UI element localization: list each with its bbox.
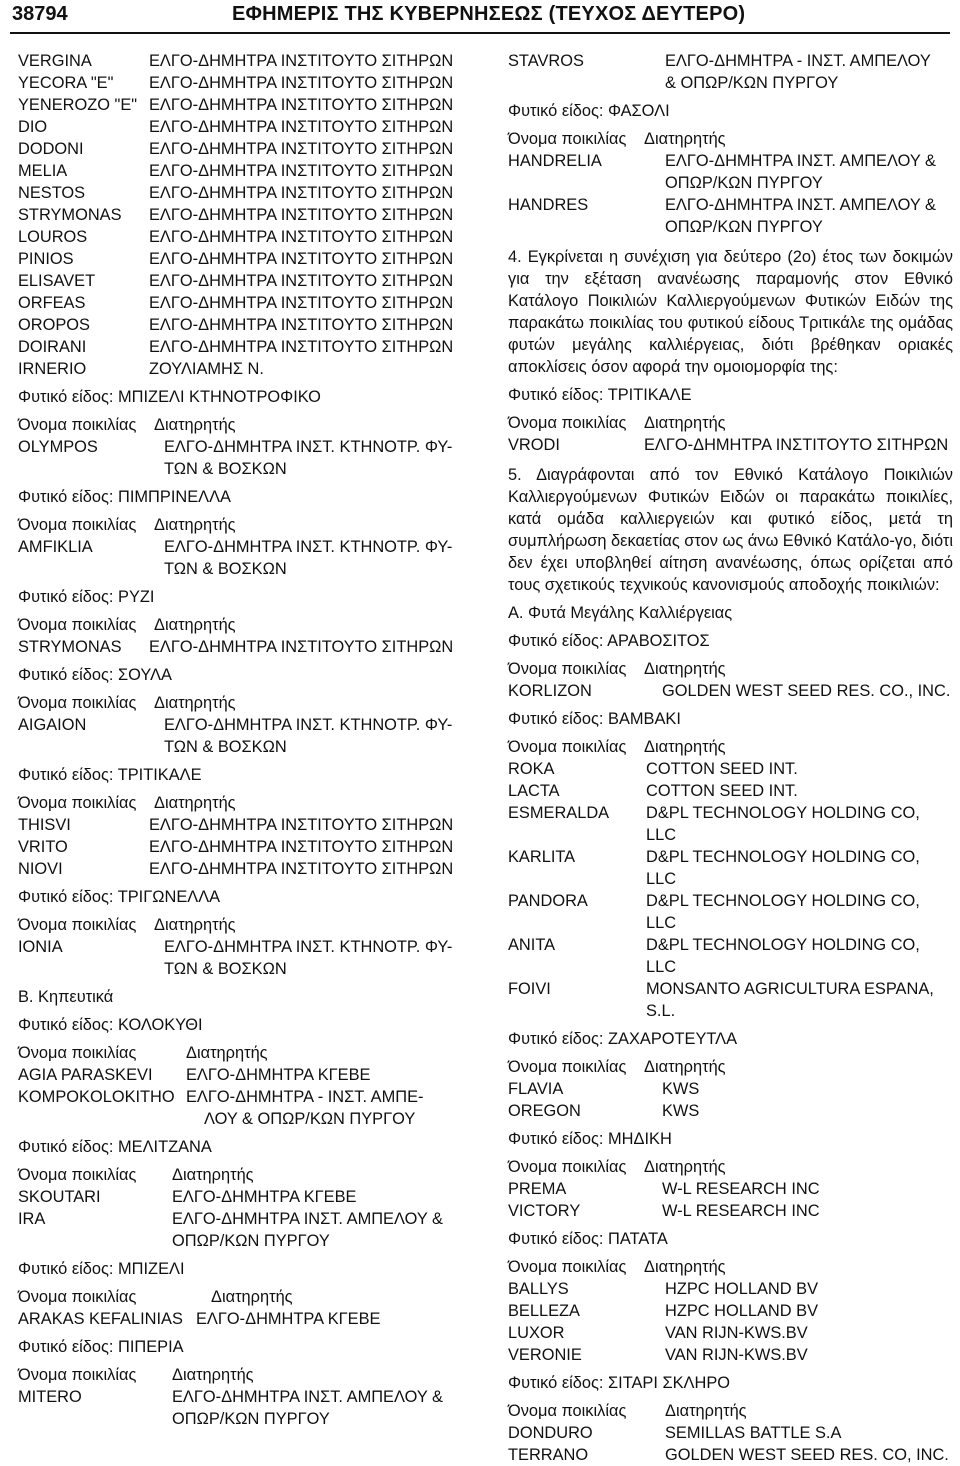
variety-name: ANITA <box>508 936 556 954</box>
list-item <box>18 138 473 160</box>
variety-name: YENEROZO "E" <box>18 96 138 114</box>
holder-name: ΕΛΓΟ-ΔΗΜΗΤΡΑ ΙΝΣΤΙΤΟΥΤΟ ΣΙΤΗΡΩΝ <box>149 316 454 334</box>
list-item <box>18 836 473 858</box>
section-title: Φυτικό είδος: ΣΙΤΑΡΙ ΣΚΛΗΡΟ <box>508 1374 731 1392</box>
holder-name: ΕΛΓΟ-ΔΗΜΗΤΡΑ ΙΝΣΤΙΤΟΥΤΟ ΣΙΤΗΡΩΝ <box>149 294 454 312</box>
column-headers: Όνομα ποικιλίας Διατηρητής <box>508 1158 726 1176</box>
section-title: Φυτικό είδος: ΜΠΙΖΕΛΙ <box>18 1260 185 1278</box>
variety-name: YECORA "E" <box>18 74 114 92</box>
section-title: Φυτικό είδος: ΠΑΤΑΤΑ <box>508 1230 668 1248</box>
variety-name: LUXOR <box>508 1324 565 1342</box>
variety-name: BELLEZA <box>508 1302 580 1320</box>
holder-name: D&PL TECHNOLOGY HOLDING CO, LLC <box>646 804 920 844</box>
list-item-cont: ΟΠΩΡ/ΚΩΝ ΠΥΡΓΟΥ <box>665 218 823 236</box>
section-title: Φυτικό είδος: ΑΡΑΒΟΣΙΤΟΣ <box>508 632 710 650</box>
column-headers: Όνομα ποικιλίας Διατηρητής <box>508 130 726 148</box>
variety-name: NESTOS <box>18 184 86 202</box>
column-headers: Όνομα ποικιλίας Διατηρητής <box>18 794 236 812</box>
list-item: KORLIZON GOLDEN WEST SEED RES. CO., INC. <box>508 682 951 700</box>
list-item <box>508 1100 953 1122</box>
section-title: Φυτικό είδος: ΜΗΔΙΚΗ <box>508 1130 672 1148</box>
tritikale-list <box>18 814 473 880</box>
paragraph-5: 5. Διαγράφονται από τον Εθνικό Κατάλογο Ποικιλιών Καλλιεργούμενων Φυτικών Ειδών οι παρακάτω ποικιλίες, κατά ομάδα καλλιεργειών και φυτικό είδος, μετά τη συμπλήρωση δεκαετίας στον ως άνω Εθνικό Κατάλο-γο, διότι δεν έχει υποβληθεί αίτηση ανανέωσης, όπως ορίζεται από τους σχετικούς τεχνικούς κανονισμούς αποδοχής ποικιλιών: <box>508 466 953 594</box>
list-item-cont: ΤΩΝ & ΒΟΣΚΩΝ <box>164 460 287 478</box>
column-headers: Όνομα ποικιλίας Διατηρητής <box>18 916 236 934</box>
page-number: 38794 <box>12 3 68 25</box>
list-item <box>18 336 473 358</box>
section-title: Φυτικό είδος: ΦΑΣΟΛΙ <box>508 102 670 120</box>
variety-list <box>18 50 473 380</box>
list-item-cont: ΛΟΥ & ΟΠΩΡ/ΚΩΝ ΠΥΡΓΟΥ <box>204 1110 416 1128</box>
holder-name: ΕΛΓΟ-ΔΗΜΗΤΡΑ ΙΝΣΤΙΤΟΥΤΟ ΣΙΤΗΡΩΝ <box>149 816 454 834</box>
cotton-list <box>508 758 953 1022</box>
list-item: IONIA ΕΛΓΟ-ΔΗΜΗΤΡΑ ΙΝΣΤ. ΚΤΗΝΟΤΡ. ΦΥ- <box>18 938 453 956</box>
group-heading: Α. Φυτά Μεγάλης Καλλιέργειας <box>508 604 733 622</box>
holder-name: ΕΛΓΟ-ΔΗΜΗΤΡΑ ΙΝΣΤΙΤΟΥΤΟ ΣΙΤΗΡΩΝ <box>149 162 454 180</box>
list-item-cont: ΤΩΝ & ΒΟΣΚΩΝ <box>164 738 287 756</box>
list-item <box>508 1200 953 1222</box>
list-item <box>508 1444 953 1466</box>
variety-name: PINIOS <box>18 250 74 268</box>
holder-name: COTTON SEED INT. <box>646 760 798 778</box>
holder-name: ΕΛΓΟ-ΔΗΜΗΤΡΑ ΙΝΣΤΙΤΟΥΤΟ ΣΙΤΗΡΩΝ <box>149 228 454 246</box>
variety-name: ESMERALDA <box>508 804 610 822</box>
holder-name: ΕΛΓΟ-ΔΗΜΗΤΡΑ ΙΝΣΤΙΤΟΥΤΟ ΣΙΤΗΡΩΝ <box>149 118 454 136</box>
list-item <box>18 248 473 270</box>
section-title: Φυτικό είδος: ΣΟΥΛΑ <box>18 666 172 684</box>
column-headers: Όνομα ποικιλίας Διατηρητής <box>18 1166 254 1184</box>
section-title: Φυτικό είδος: ΡΥΖΙ <box>18 588 155 606</box>
list-item: VRODI ΕΛΓΟ-ΔΗΜΗΤΡΑ ΙΝΣΤΙΤΟΥΤΟ ΣΙΤΗΡΩΝ <box>508 436 949 454</box>
list-item <box>508 1322 953 1344</box>
list-item <box>18 270 473 292</box>
variety-name: LOUROS <box>18 228 88 246</box>
list-item <box>508 934 953 978</box>
variety-name: VERGINA <box>18 52 92 70</box>
holder-name: ΕΛΓΟ-ΔΗΜΗΤΡΑ ΙΝΣΤΙΤΟΥΤΟ ΣΙΤΗΡΩΝ <box>149 96 454 114</box>
list-item <box>18 314 473 336</box>
list-item <box>508 846 953 890</box>
section-title: Φυτικό είδος: ΜΠΙΖΕΛΙ ΚΤΗΝΟΤΡΟΦΙΚΟ <box>18 388 321 406</box>
column-headers: Όνομα ποικιλίας Διατηρητής <box>18 1044 268 1062</box>
list-item <box>508 1178 953 1200</box>
column-headers: Όνομα ποικιλίας Διατηρητής <box>508 1402 747 1420</box>
list-item <box>508 780 953 802</box>
column-headers: Όνομα ποικιλίας Διατηρητής <box>18 1366 254 1384</box>
holder-name: ΕΛΓΟ-ΔΗΜΗΤΡΑ ΙΝΣΤΙΤΟΥΤΟ ΣΙΤΗΡΩΝ <box>149 52 454 70</box>
variety-name: VRITO <box>18 838 68 856</box>
list-item-cont: ΟΠΩΡ/ΚΩΝ ΠΥΡΓΟΥ <box>665 174 823 192</box>
list-item <box>18 116 473 138</box>
variety-name: LACTA <box>508 782 560 800</box>
variety-name: DONDURO <box>508 1424 593 1442</box>
section-title: Φυτικό είδος: ΤΡΙΓΩΝΕΛΛΑ <box>18 888 221 906</box>
list-item <box>18 72 473 94</box>
list-item-cont: ΤΩΝ & ΒΟΣΚΩΝ <box>164 960 287 978</box>
variety-name: TERRANO <box>508 1446 589 1464</box>
section-title: Φυτικό είδος: ΤΡΙΤΙΚΑΛΕ <box>508 386 692 404</box>
variety-name: PANDORA <box>508 892 588 910</box>
list-item <box>508 890 953 934</box>
column-headers: Όνομα ποικιλίας Διατηρητής <box>18 694 236 712</box>
list-item <box>18 292 473 314</box>
list-item <box>18 182 473 204</box>
left-column <box>18 50 473 1430</box>
variety-name: FLAVIA <box>508 1080 564 1098</box>
holder-name: VAN RIJN-KWS.BV <box>665 1324 808 1342</box>
column-headers: Όνομα ποικιλίας Διατηρητής <box>18 616 236 634</box>
column-headers: Όνομα ποικιλίας Διατηρητής <box>18 1288 293 1306</box>
list-item: IRA ΕΛΓΟ-ΔΗΜΗΤΡΑ ΙΝΣΤ. ΑΜΠΕΛΟΥ & <box>18 1210 443 1228</box>
holder-name: HZPC HOLLAND BV <box>665 1280 819 1298</box>
paragraph-4: 4. Εγκρίνεται η συνέχιση για δεύτερο (2ο) έτος των δοκιμών για την εξέταση ανανέωσης παραμονής στον Εθνικό Κατάλογο Ποικιλιών Καλλιεργούμενων Φυτικών Ειδών της παρακάτω ποικιλίας του φυτικού είδους Τριτικάλε της ομάδας φυτών μεγάλης καλλιέργειας, διότι βρέθηκαν οριακές αποκλίσεις όσον αφορά την ομοιομορφία της: <box>508 248 953 376</box>
list-item-cont: & ΟΠΩΡ/ΚΩΝ ΠΥΡΓΟΥ <box>665 74 839 92</box>
right-column <box>508 50 953 1466</box>
holder-name: KWS <box>662 1080 700 1098</box>
section-title: Φυτικό είδος: ΤΡΙΤΙΚΑΛΕ <box>18 766 202 784</box>
variety-name: OROPOS <box>18 316 90 334</box>
sugarbeet-list <box>508 1078 953 1122</box>
list-item <box>18 358 473 380</box>
list-item: SKOUTARI ΕΛΓΟ-ΔΗΜΗΤΡΑ ΚΓΕΒΕ <box>18 1188 357 1206</box>
potato-list <box>508 1278 953 1366</box>
variety-name: FOIVI <box>508 980 551 998</box>
page-header <box>0 0 960 34</box>
variety-name: VICTORY <box>508 1202 581 1220</box>
holder-name: D&PL TECHNOLOGY HOLDING CO, LLC <box>646 936 920 976</box>
list-item: ARAKAS KEFALINIAS ΕΛΓΟ-ΔΗΜΗΤΡΑ ΚΓΕΒΕ <box>18 1310 381 1328</box>
holder-name: GOLDEN WEST SEED RES. CO, INC. <box>665 1446 949 1464</box>
list-item-cont: ΟΠΩΡ/ΚΩΝ ΠΥΡΓΟΥ <box>172 1232 330 1250</box>
list-item <box>508 758 953 780</box>
list-item: KOMPOKOLOKITHO ΕΛΓΟ-ΔΗΜΗΤΡΑ - ΙΝΣΤ. ΑΜΠΕ- <box>18 1088 424 1106</box>
holder-name: ΕΛΓΟ-ΔΗΜΗΤΡΑ ΙΝΣΤΙΤΟΥΤΟ ΣΙΤΗΡΩΝ <box>149 272 454 290</box>
list-item <box>508 1278 953 1300</box>
list-item <box>508 1078 953 1100</box>
holder-name: SEMILLAS BATTLE S.A <box>665 1424 842 1442</box>
holder-name: ΕΛΓΟ-ΔΗΜΗΤΡΑ ΙΝΣΤΙΤΟΥΤΟ ΣΙΤΗΡΩΝ <box>149 74 454 92</box>
alfalfa-list <box>508 1178 953 1222</box>
variety-name: OREGON <box>508 1102 581 1120</box>
holder-name: ΕΛΓΟ-ΔΗΜΗΤΡΑ ΙΝΣΤΙΤΟΥΤΟ ΣΙΤΗΡΩΝ <box>149 250 454 268</box>
list-item <box>508 1300 953 1322</box>
list-item <box>508 1422 953 1444</box>
column-headers: Όνομα ποικιλίας Διατηρητής <box>508 1058 726 1076</box>
variety-name: VERONIE <box>508 1346 582 1364</box>
column-headers: Όνομα ποικιλίας Διατηρητής <box>18 416 236 434</box>
list-item <box>18 226 473 248</box>
holder-name: COTTON SEED INT. <box>646 782 798 800</box>
list-item <box>508 978 953 1022</box>
variety-name: MELIA <box>18 162 68 180</box>
list-item <box>508 802 953 846</box>
column-headers: Όνομα ποικιλίας Διατηρητής <box>18 516 236 534</box>
list-item: STRYMONAS ΕΛΓΟ-ΔΗΜΗΤΡΑ ΙΝΣΤΙΤΟΥΤΟ ΣΙΤΗΡΩΝ <box>18 638 454 656</box>
holder-name: ΕΛΓΟ-ΔΗΜΗΤΡΑ ΙΝΣΤΙΤΟΥΤΟ ΣΙΤΗΡΩΝ <box>149 140 454 158</box>
column-headers: Όνομα ποικιλίας Διατηρητής <box>508 738 726 756</box>
list-item: AMFIKLIA ΕΛΓΟ-ΔΗΜΗΤΡΑ ΙΝΣΤ. ΚΤΗΝΟΤΡ. ΦΥ- <box>18 538 453 556</box>
holder-name: HZPC HOLLAND BV <box>665 1302 819 1320</box>
list-item <box>18 50 473 72</box>
holder-name: W-L RESEARCH INC <box>662 1202 820 1220</box>
column-headers: Όνομα ποικιλίας Διατηρητής <box>508 414 726 432</box>
list-item-cont: ΟΠΩΡ/ΚΩΝ ΠΥΡΓΟΥ <box>172 1410 330 1428</box>
variety-name: STRYMONAS <box>18 206 122 224</box>
variety-name: ROKA <box>508 760 555 778</box>
column-headers: Όνομα ποικιλίας Διατηρητής <box>508 660 726 678</box>
variety-name: BALLYS <box>508 1280 569 1298</box>
holder-name: ΖΟΥΛΙΑΜΗΣ Ν. <box>149 360 264 378</box>
section-title: Φυτικό είδος: ΚΟΛΟΚΥΘΙ <box>18 1016 203 1034</box>
holder-name: ΕΛΓΟ-ΔΗΜΗΤΡΑ ΙΝΣΤΙΤΟΥΤΟ ΣΙΤΗΡΩΝ <box>149 838 454 856</box>
variety-name: KARLITA <box>508 848 576 866</box>
list-item <box>18 94 473 116</box>
holder-name: W-L RESEARCH INC <box>662 1180 820 1198</box>
variety-name: ELISAVET <box>18 272 96 290</box>
section-title: Φυτικό είδος: ΒΑΜΒΑΚΙ <box>508 710 681 728</box>
list-item: HANDRELIA ΕΛΓΟ-ΔΗΜΗΤΡΑ ΙΝΣΤ. ΑΜΠΕΛΟΥ & <box>508 152 936 170</box>
variety-name: NIOVI <box>18 860 63 878</box>
durum-wheat-list <box>508 1422 953 1466</box>
holder-name: ΕΛΓΟ-ΔΗΜΗΤΡΑ ΙΝΣΤΙΤΟΥΤΟ ΣΙΤΗΡΩΝ <box>149 184 454 202</box>
section-title: Φυτικό είδος: ΠΙΜΠΡΙΝΕΛΛΑ <box>18 488 231 506</box>
variety-name: THISVI <box>18 816 71 834</box>
list-item <box>18 814 473 836</box>
variety-name: IRNERIO <box>18 360 87 378</box>
holder-name: MONSANTO AGRICULTURA ESPANA, S.L. <box>646 980 934 1020</box>
holder-name: D&PL TECHNOLOGY HOLDING CO, LLC <box>646 848 920 888</box>
holder-name: D&PL TECHNOLOGY HOLDING CO, LLC <box>646 892 920 932</box>
column-headers: Όνομα ποικιλίας Διατηρητής <box>508 1258 726 1276</box>
list-item: AIGAION ΕΛΓΟ-ΔΗΜΗΤΡΑ ΙΝΣΤ. ΚΤΗΝΟΤΡ. ΦΥ- <box>18 716 453 734</box>
holder-name: KWS <box>662 1102 700 1120</box>
holder-name: ΕΛΓΟ-ΔΗΜΗΤΡΑ ΙΝΣΤΙΤΟΥΤΟ ΣΙΤΗΡΩΝ <box>149 338 454 356</box>
list-item: STAVROS ΕΛΓΟ-ΔΗΜΗΤΡΑ - ΙΝΣΤ. ΑΜΠΕΛΟΥ <box>508 52 931 70</box>
list-item-cont: ΤΩΝ & ΒΟΣΚΩΝ <box>164 560 287 578</box>
group-heading: Β. Κηπευτικά <box>18 988 114 1006</box>
list-item <box>18 204 473 226</box>
list-item: AGIA PARASKEVI ΕΛΓΟ-ΔΗΜΗΤΡΑ ΚΓΕΒΕ <box>18 1066 371 1084</box>
list-item <box>18 160 473 182</box>
section-title: Φυτικό είδος: ΠΙΠΕΡΙΑ <box>18 1338 184 1356</box>
section-title: Φυτικό είδος: ΜΕΛΙΤΖΑΝΑ <box>18 1138 212 1156</box>
header-rule <box>10 32 950 34</box>
list-item <box>508 1344 953 1366</box>
holder-name: VAN RIJN-KWS.BV <box>665 1346 808 1364</box>
variety-name: PREMA <box>508 1180 567 1198</box>
variety-name: DODONI <box>18 140 84 158</box>
variety-name: DIO <box>18 118 48 136</box>
list-item <box>18 858 473 880</box>
journal-title: ΕΦΗΜΕΡΙΣ ΤΗΣ ΚΥΒΕΡΝΗΣΕΩΣ (ΤΕΥΧΟΣ ΔΕΥΤΕΡΟ) <box>232 3 746 25</box>
variety-name: DOIRANI <box>18 338 87 356</box>
list-item: HANDRES ΕΛΓΟ-ΔΗΜΗΤΡΑ ΙΝΣΤ. ΑΜΠΕΛΟΥ & <box>508 196 936 214</box>
list-item: MITERO ΕΛΓΟ-ΔΗΜΗΤΡΑ ΙΝΣΤ. ΑΜΠΕΛΟΥ & <box>18 1388 443 1406</box>
holder-name: ΕΛΓΟ-ΔΗΜΗΤΡΑ ΙΝΣΤΙΤΟΥΤΟ ΣΙΤΗΡΩΝ <box>149 206 454 224</box>
holder-name: ΕΛΓΟ-ΔΗΜΗΤΡΑ ΙΝΣΤΙΤΟΥΤΟ ΣΙΤΗΡΩΝ <box>149 860 454 878</box>
list-item: OLYMPOS ΕΛΓΟ-ΔΗΜΗΤΡΑ ΙΝΣΤ. ΚΤΗΝΟΤΡ. ΦΥ- <box>18 438 453 456</box>
variety-name: ORFEAS <box>18 294 86 312</box>
section-title: Φυτικό είδος: ΖΑΧΑΡΟΤΕΥΤΛΑ <box>508 1030 738 1048</box>
